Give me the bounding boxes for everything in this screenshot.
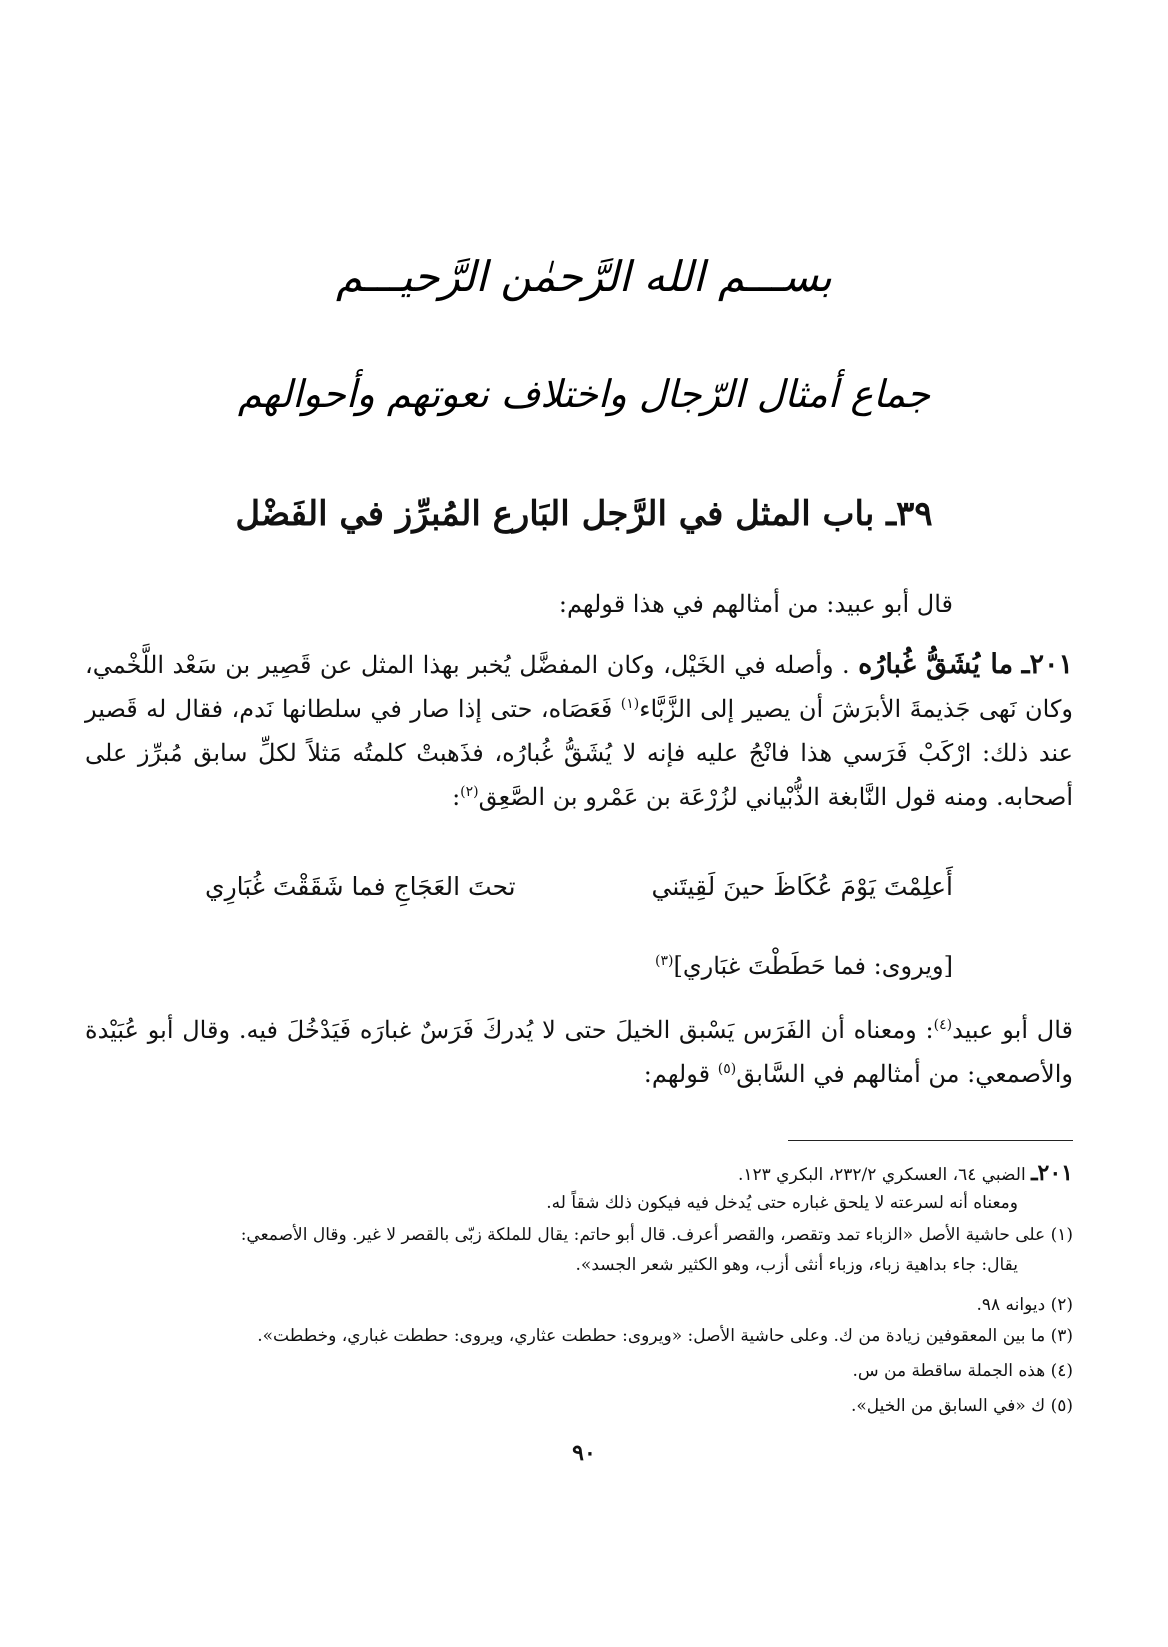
basmala-heading: بســـم الله الرَّحمٰن الرَّحيـــم xyxy=(336,252,832,301)
meaning-text: قولهم: xyxy=(643,1060,718,1088)
entry-text: فَعَصَاه، حتى إذا صار في سلطانها نَدم، فقال له قَصير عند ذلك: ارْكَبْ فَرَسي هذا فانْجُ عليه فإنه لا يُشَقُّ غُبارُه، فذَهبتْ كلمتُه مَثلاً لكلِّ سابق مُبرِّز على أصحابه. ومنه قول النَّابغة الذُّبْياني لزُرْعَة بن عَمْرو بن الصَّعِق xyxy=(85,695,1073,811)
footnote-ref: (٣) xyxy=(655,953,674,969)
chapter-title: ٣٩ـ باب المثل في الرَّجل البَارع المُبرِّز في الفَضْل xyxy=(235,494,933,534)
meaning-text: : ومعناه أن الفَرَس يَسْبق الخيلَ حتى لا يُدركَ فَرَسٌ غبارَه فَيَدْخُلَ فيه. وقال أبو عُبَيْدة والأصمعي: من أمثالهم في السَّابق xyxy=(85,1016,1073,1088)
footnote-201-line2: ومعناه أنه لسرعته لا يلحق غباره حتى يُدخل فيه فيكون ذلك شقاً له. xyxy=(546,1193,1018,1213)
entry-201-paragraph xyxy=(85,643,1073,819)
footnote-2: (٢) ديوانه ٩٨. xyxy=(976,1295,1073,1315)
footnote-4: (٤) هذه الجملة ساقطة من س. xyxy=(852,1361,1073,1381)
footnote-number: ٢٠١ـ xyxy=(1031,1160,1073,1186)
footnote-5: (٥) ك «في السابق من الخيل». xyxy=(850,1396,1073,1416)
verse-second-hemistich: تحتَ العَجَاجِ فما شَقَقْتَ غُبَارِي xyxy=(205,872,516,901)
footnote-ref: (٤) xyxy=(933,1017,953,1033)
verse-first-hemistich: أَعلِمْتَ يَوْمَ عُكَاظَ حينَ لَقِيتَني xyxy=(651,872,953,901)
footnote-divider xyxy=(788,1140,1073,1141)
variant-text: [ويروى: فما حَطَطْتَ غبَاري] xyxy=(673,952,953,980)
meaning-text: قال أبو عبيد xyxy=(952,1016,1073,1044)
footnote-3: (٣) ما بين المعقوفين زيادة من ك. وعلى حاشية الأصل: «ويروى: حططت عثاري، ويروى: حططت غباري، وخططت». xyxy=(257,1326,1073,1346)
entry-number: ٢٠١ـ xyxy=(1021,649,1073,680)
footnote-1-line2: يقال: جاء بداهية زباء، وزباء أنثى أزب، وهو الكثير شعر الجسد». xyxy=(575,1255,1018,1275)
section-title: جماع أمثال الرّجال واختلاف نعوتهم وأحوالهم xyxy=(237,372,931,416)
footnote-ref: (٢) xyxy=(460,784,479,800)
footnote-text: الضبي ٦٤، العسكري ٢٣٢/٢، البكري ١٢٣. xyxy=(737,1165,1032,1185)
footnote-1: (١) على حاشية الأصل «الزباء تمد وتقصر، والقصر أعرف. قال أبو حاتم: يقال للملكة زبّى بالقصر لا غير. وقال الأصمعي: xyxy=(240,1225,1073,1245)
entry-proverb: ما يُشَقُّ غُبارُه xyxy=(858,649,1014,680)
footnote-ref: (١) xyxy=(620,696,640,712)
meaning-paragraph xyxy=(85,1008,1073,1096)
footnote-ref: (٥) xyxy=(717,1061,737,1077)
entry-text: . وأصله في الخَيْل، وكان المفضَّل يُخبر بهذا المثل عن قَصِير بن سَعْد اللَّخْمي، وكان نَهى جَذيمةَ الأبرَشَ أن يصير إلى الزَّبَّاء xyxy=(85,651,1073,723)
page-number: ٩٠ xyxy=(572,1440,596,1466)
variant-reading xyxy=(655,952,953,980)
footnote-201 xyxy=(85,1158,1073,1190)
entry-text: : xyxy=(452,783,461,811)
intro-paragraph: قال أبو عبيد: من أمثالهم في هذا قولهم: xyxy=(558,590,953,618)
